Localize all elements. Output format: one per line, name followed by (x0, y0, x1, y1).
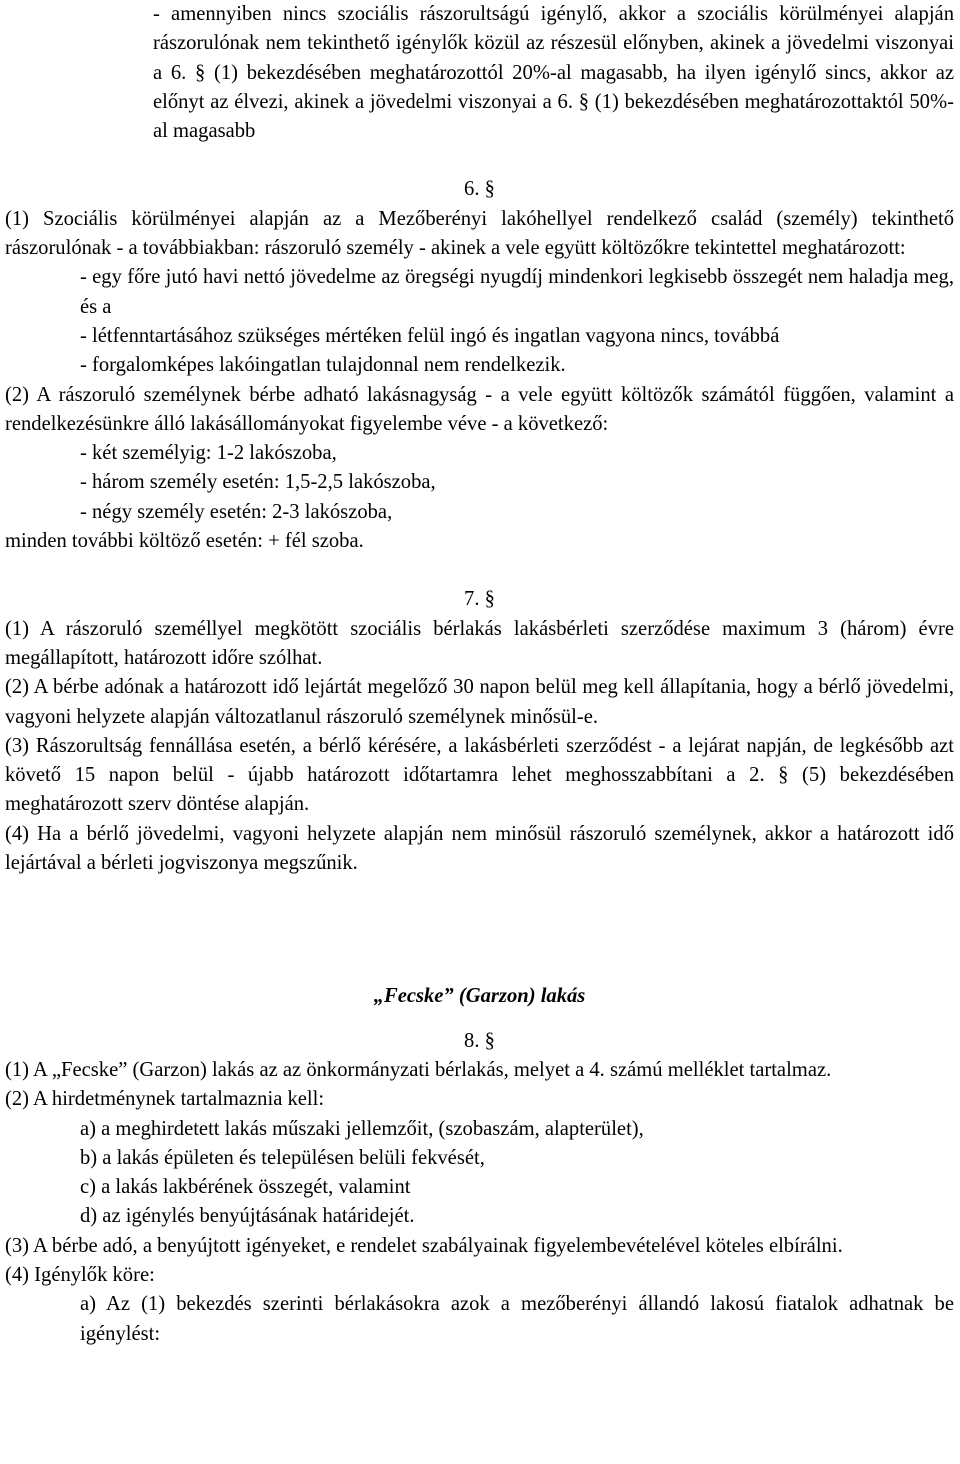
section-7-para: (4) Ha a bérlő jövedelmi, vagyoni helyzete alapján nem minősül rászoruló személynek, akkor a határozott idő lejártával a bérleti jogviszonya megszűnik. (5, 822, 954, 875)
section-7-para: (1) A rászoruló személlyel megkötött szociális bérlakás lakásbérleti szerződése maximum 3 (három) évre megállapított, határozott időre szólhat. (5, 617, 954, 669)
document-page (5, 0, 954, 1349)
section-6-para-2-tail: minden további költöző esetén: + fél szoba. (5, 530, 364, 553)
section-8-list-item: a) a meghirdetett lakás műszaki jellemzőit, (szobaszám, alapterület), (80, 1117, 644, 1140)
section-6-list-item: - létfenntartásához szükséges mértéken felül ingó és ingatlan vagyona nincs, továbbá (80, 324, 780, 347)
section-8-list-item: b) a lakás épületen és településen belüli fekvését, (80, 1146, 485, 1169)
section-6-heading: 6. § (464, 178, 495, 201)
section-6-para-1: (1) Szociális körülményei alapján az a Mezőberényi lakóhellyel rendelkező család (személy) tekinthető rászorulónak - a továbbiakban: rászoruló személy - akinek a vele együtt költözőkre tekintettel meghatározott: (5, 207, 954, 260)
section-8-list-item: a) Az (1) bekezdés szerinti bérlakásokra azok a mezőberényi állandó lakosú fiatalok adhatnak be igénylést: (80, 1293, 954, 1345)
continuation-list-item: - amennyiben nincs szociális rászorultságú igénylő, akkor a szociális körülményei alapján rászorulónak nem tekinthető igénylők közül az részesül előnyben, akinek a jövedelmi viszonyai a 6. § (1) bekezdésében meghatározottól 20%-al magasabb, ha ilyen igénylő sincs, akkor az előnyt az élvezi, akinek a jövedelmi viszonyai a 6. § (1) bekezdésében meghatározottaktól 50%-al magasabb (153, 3, 954, 143)
section-6-para-2: (2) A rászoruló személynek bérbe adható lakásnagyság - a vele együtt költözők számától függően, valamint a rendelkezésünkre álló lakásállományokat figyelembe véve - a következő: (5, 383, 954, 435)
section-8-para-2: (2) A hirdetménynek tartalmaznia kell: (5, 1088, 325, 1111)
section-6-list-item: - forgalomképes lakóingatlan tulajdonnal nem rendelkezik. (80, 354, 566, 377)
section-6-list-item: - négy személy esetén: 2-3 lakószoba, (80, 500, 393, 523)
section-6-list-item: - egy főre jutó havi nettó jövedelme az öregségi nyugdíj mindenkori legkisebb összegét nem haladja meg, és a (80, 266, 954, 318)
section-6-list-item: - két személyig: 1-2 lakószoba, (80, 442, 337, 465)
fecske-section-title: „Fecske” (Garzon) lakás (373, 985, 586, 1008)
section-8-heading: 8. § (464, 1029, 495, 1052)
section-6-list-item: - három személy esetén: 1,5-2,5 lakószoba, (80, 471, 436, 494)
section-8-para-1: (1) A „Fecske” (Garzon) lakás az az önkormányzati bérlakás, melyet a 4. számú melléklet tartalmaz. (5, 1058, 832, 1081)
section-7-para: (2) A bérbe adónak a határozott idő lejártát megelőző 30 napon belül meg kell állapítania, hogy a bérlő jövedelmi, vagyoni helyzete alapján változatlanul rászoruló személynek minősül-e. (5, 676, 954, 728)
section-8-para-3: (3) A bérbe adó, a benyújtott igényeket, e rendelet szabályainak figyelembevételével köteles elbírálni. (5, 1234, 843, 1257)
section-8-list-item: c) a lakás lakbérének összegét, valamint (80, 1176, 411, 1199)
section-8-list-item: d) az igénylés benyújtásának határidejét. (80, 1205, 415, 1228)
section-7-heading: 7. § (464, 588, 495, 611)
section-8-para-4: (4) Igénylők köre: (5, 1263, 155, 1286)
section-7-para: (3) Rászorultság fennállása esetén, a bérlő kérésére, a lakásbérleti szerződést - a lejárat napján, de legkésőbb azt követő 15 napon belül - újabb határozott időtartamra lehet meghosszabbítani a 2. § (5) bekezdésében meghatározott szerv döntése alapján. (5, 734, 954, 816)
